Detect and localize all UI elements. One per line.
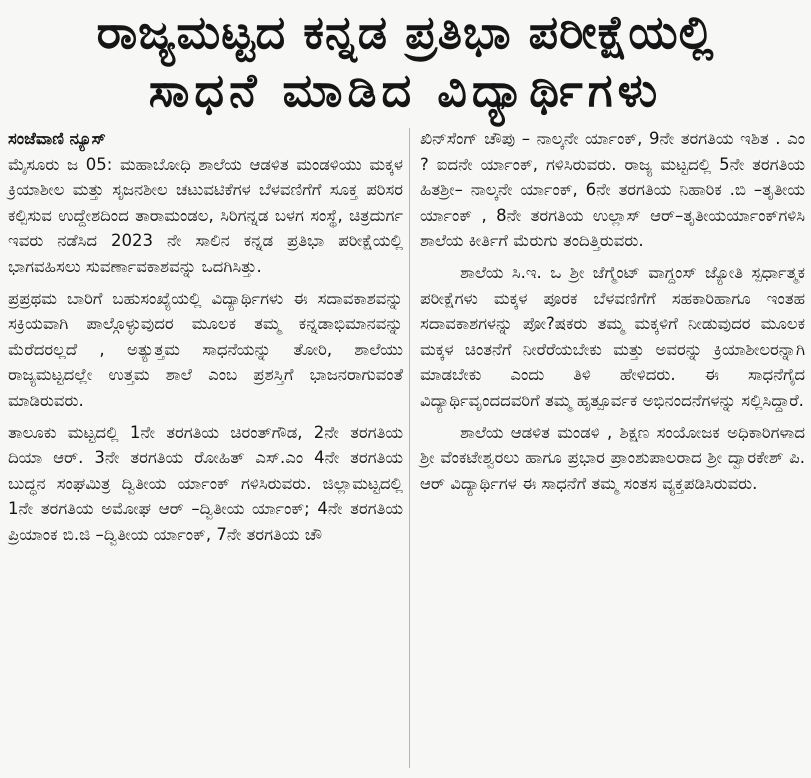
article-paragraph: ತಾಲೂಕು ಮಟ್ಟದಲ್ಲಿ 1ನೇ ತರಗತಿಯ ಚಿರಂತ್‌ಗೌಡ, 2ನೇ ತರಗತಿಯ ದಿಯಾ ಆರ್. 3ನೇ ತರಗತಿಯ ರೋಹಿತ್ ಎಸ್.ಎಂ 4ನೇ ತರಗತಿಯ ಬುದ್ಧನ ಸಂಘಮಿತ್ರ ದ್ವಿತೀಯ ರ್ಯಾಂಕ್ ಗಳಿಸಿರುವರು. ಜಿಲ್ಲಾಮಟ್ಟದಲ್ಲಿ 1ನೇ ತರಗತಿಯ ಅಮೋಘ ಆರ್ –ದ್ವಿತೀಯ ರ್ಯಾಂಕ್; 4ನೇ ತರಗತಿಯ ಪ್ರಿಯಾಂಕ ಬಿ.ಜಿ –ದ್ವಿತೀಯ ರ್ಯಾಂಕ್, 7ನೇ ತರಗತಿಯ ಚೌ	[8, 422, 403, 544]
byline: ಸಂಜೆವಾಣಿ ನ್ಯೂಸ್	[8, 129, 106, 148]
article-paragraph: ಖಿನ್‌ಸೆಂಗ್ ಚೌಪು – ನಾಲ್ಕನೇ ರ್ಯಾಂಕ್, 9ನೇ ತರಗತಿಯ ಇಶಿತ . ಎಂ ? ಐದನೇ ರ್ಯಾಂಕ್, ಗಳಿಸಿರುವರು. ರಾಜ್ಯ ಮಟ್ಟದಲ್ಲಿ 5ನೇ ತರಗತಿಯ ಹಿತಶ್ರೀ– ನಾಲ್ಕನೇ ರ್ಯಾಂಕ್, 6ನೇ ತರಗತಿಯ ನಿಹಾರಿಕ .ಬಿ –ತೃತೀಯ ರ್ಯಾಂಕ್ , 8ನೇ ತರಗತಿಯ ಉಲ್ಲಾಸ್ ಆರ್–ತೃತೀಯರ್ಯಾಂಕ್‌ಗಳಿಸಿ ಶಾಲೆಯ ಕೀರ್ತಿಗೆ ಮೆರುಗು ತಂದಿತ್ತಿರುವರು.	[420, 129, 805, 251]
article-paragraph: ಮೈಸೂರು ಜ 05: ಮಹಾಬೋಧಿ ಶಾಲೆಯ ಆಡಳಿತ ಮಂಡಳಿಯು ಮಕ್ಕಳ ಕ್ರಿಯಾಶೀಲ ಮತ್ತು ಸೃಜನಶೀಲ ಚಟುವಟಿಕೆಗಳ ಬೆಳವಣಿಗೆಗೆ ಸೂಕ್ತ ಪರಿಸರ ಕಲ್ಪಿಸುವ ಉದ್ದೇಶದಿಂದ ತಾರಾಮಂಡಲ, ಸಿರಿಗನ್ನಡ ಬಳಗ ಸಂಸ್ಥೆ, ಚಿತ್ರದುರ್ಗ ಇವರು ನಡೆಸಿದ 2023 ನೇ ಸಾಲಿನ ಕನ್ನಡ ಪ್ರತಿಭಾ ಪರೀಕ್ಷೆಯಲ್ಲಿ ಭಾಗವಹಿಸಲು ಸುವರ್ಣಾವಕಾಶವನ್ನು ಒದಗಿಸಿತ್ತು.	[8, 154, 403, 276]
column-divider	[409, 128, 410, 768]
headline-line-1: ರಾಜ್ಯಮಟ್ಟದ ಕನ್ನಡ ಪ್ರತಿಭಾ ಪರೀಕ್ಷೆಯಲ್ಲಿ	[96, 5, 715, 59]
article-column-right	[420, 126, 805, 502]
headline	[0, 0, 811, 124]
headline-line-2: ಸಾಧನೆ ಮಾಡಿದ ವಿದ್ಯಾರ್ಥಿಗಳು	[148, 63, 663, 117]
article-paragraph: ಶಾಲೆಯ ಸಿ.ಇ. ಒ ಶ್ರೀ ಜೆಗ್ಮೆಂಟ್ ವಾಗ್ದಂಸ್ ಜ್ಯೋತಿ ಸ್ಪರ್ಧಾತ್ಮಕ ಪರೀಕ್ಷೆಗಳು ಮಕ್ಕಳ ಪೂರಕ ಬೆಳವಣಿಗೆಗೆ ಸಹಕಾರಿಹಾಗೂ ಇಂತಹ ಸದಾವಕಾಶಗಳನ್ನು ಪೋ?ಷಕರು ತಮ್ಮ ಮಕ್ಕಳಿಗೆ ನೀಡುವುದರ ಮೂಲಕ ಮಕ್ಕಳ ಚಿಂತನೆಗೆ ನೀರೆರೆಯಬೇಕು ಮತ್ತು ಅವರನ್ನು ಕ್ರಿಯಾಶೀಲರನ್ನಾಗಿ ಮಾಡಬೇಕು ಎಂದು ತಿಳಿ ಹೇಳಿದರು. ಈ ಸಾಧನೆಗೈದ ವಿದ್ಯಾರ್ಥಿವೃಂದದವರಿಗೆ ತಮ್ಮ ಹೃತ್ಪೂರ್ವಕ ಅಭಿನಂದನೆಗಳನ್ನು ಸಲ್ಲಿಸಿದ್ದಾರೆ.	[420, 262, 805, 410]
article-paragraph: ಶಾಲೆಯ ಆಡಳಿತ ಮಂಡಳಿ , ಶಿಕ್ಷಣ ಸಂಯೋಜಕ ಅಧಿಕಾರಿಗಳಾದ ಶ್ರೀ ವೆಂಕಟೇಶ್ವರಲು ಹಾಗೂ ಪ್ರಭಾರ ಪ್ರಾಂಶುಪಾಲರಾದ ಶ್ರೀ ದ್ವಾರಕೇಶ್ ಪಿ. ಆರ್ ವಿದ್ಯಾರ್ಥಿಗಳ ಈ ಸಾಧನೆಗೆ ತಮ್ಮ ಸಂತಸ ವ್ಯಕ್ತಪಡಿಸಿರುವರು.	[420, 422, 805, 493]
article-paragraph: ಪ್ರಪ್ರಥಮ ಬಾರಿಗೆ ಬಹುಸಂಖ್ಯೆಯಲ್ಲಿ ವಿದ್ಯಾರ್ಥಿಗಳು ಈ ಸದಾವಕಾಶವನ್ನು ಸಕ್ರಿಯವಾಗಿ ಪಾಲ್ಗೊಳ್ಳುವುದರ ಮೂಲಕ ತಮ್ಮ ಕನ್ನಡಾಭಿಮಾನವನ್ನು ಮೆರೆದರಲ್ಲದೆ , ಅತ್ಯುತ್ತಮ ಸಾಧನೆಯನ್ನು ತೋರಿ, ಶಾಲೆಯು ರಾಜ್ಯಮಟ್ಟದಲ್ಲೇ ಉತ್ತಮ ಶಾಲೆ ಎಂಬ ಪ್ರಶಸ್ತಿಗೆ ಭಾಜನರಾಗುವಂತೆ ಮಾಡಿರುವರು.	[8, 288, 403, 410]
article-column-left	[8, 126, 403, 554]
